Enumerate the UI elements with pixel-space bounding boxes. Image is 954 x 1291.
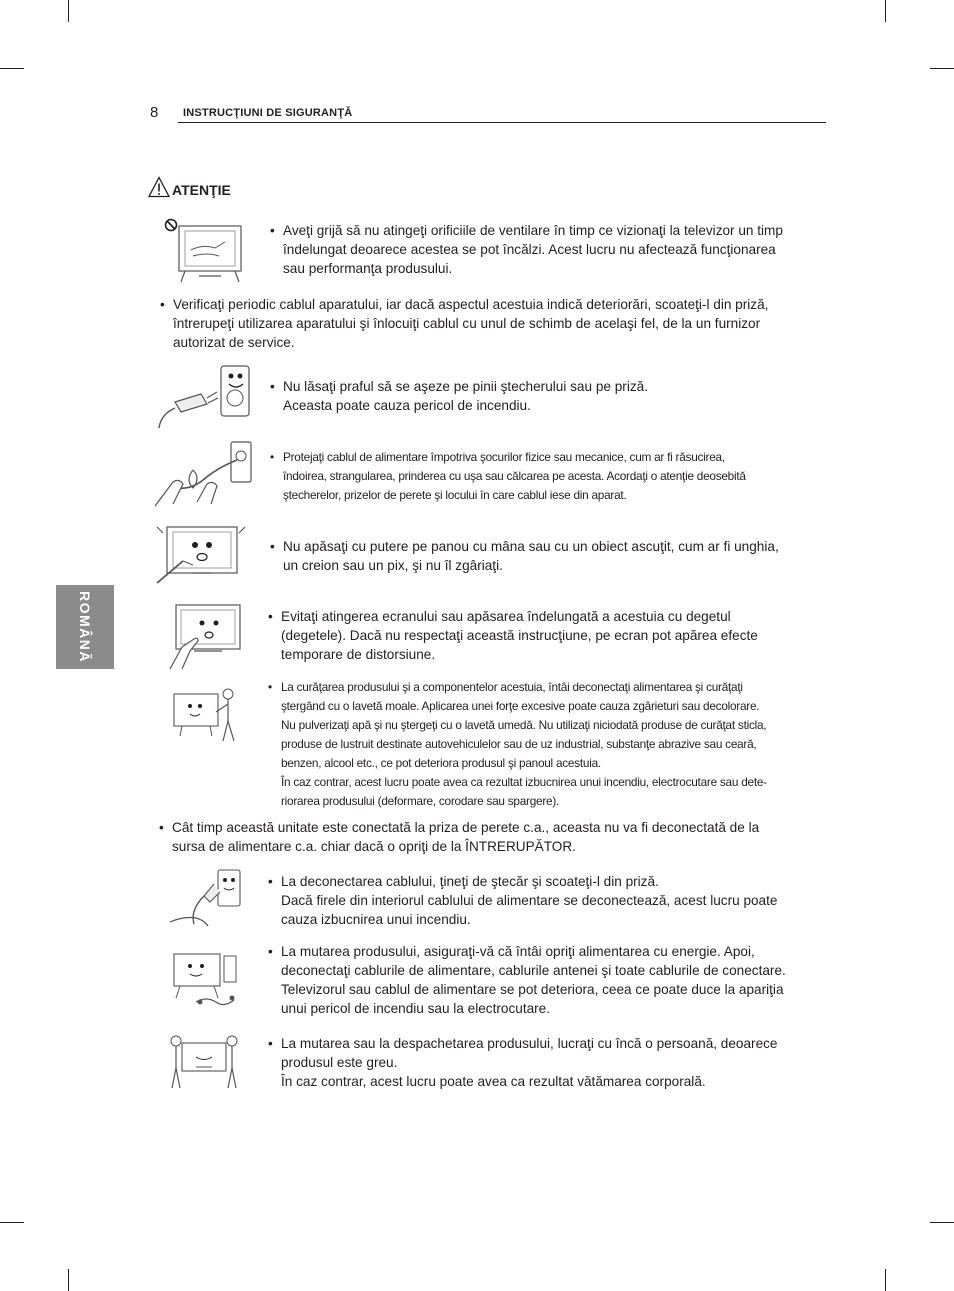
- crop-mark: [0, 68, 24, 69]
- item-line: În caz contrar, acest lucru poate avea ca rezultat vătămarea corporală.: [281, 1074, 706, 1089]
- item-line: Verificaţi periodic cablul aparatului, iar dacă aspectul acestuia indică deteriorări, scoateţi-l din priză,: [173, 297, 769, 312]
- list-item: • La curăţarea produsului şi a componentelor acestuia, întâi deconectaţi alimentarea şi curăţaţi ştergând cu o lavetă moale. Aplicarea unei forţe excesive poate cauza zgârieturi sau decolorare. Nu pulverizaţi apă şi nu ştergeţi cu o lavetă umedă. Nu utilizaţi niciodată produse de curăţat sticla, produse de lustruit destinate autovehiculelor sau de uz industrial, substanţe abrazive sau ceară, benzen, alcool etc., ce pot deteriora produsul şi panoul acestuia. În caz contrar, acest lucru poate avea ca rezultat izbucnirea unui incendiu, electrocutare sau dete- riorarea produsului (deformare, corodare sau spargere).: [268, 678, 834, 811]
- item-line: Evitaţi atingerea ecranului sau apăsarea îndelungată a acestuia cu degetul: [281, 609, 731, 624]
- item-line: La mutarea sau la despachetarea produsului, lucraţi cu încă o persoană, deoarece: [281, 1036, 778, 1051]
- crop-mark: [68, 0, 69, 22]
- disconnect-cables-icon: [166, 946, 246, 1010]
- crop-mark: [68, 1269, 69, 1291]
- list-item: • Verificaţi periodic cablul aparatului, iar dacă aspectul acestuia indică deteriorări, scoateţi-l din priză, întrerupeţi utilizarea aparatului şi înlocuiţi cablul cu unul de schimb de acelaşi fel, de la un furnizor autorizat de service.: [160, 295, 840, 352]
- crop-mark: [885, 0, 886, 22]
- list-item: • Protejaţi cablul de alimentare împotriva şocurilor fizice sau mecanice, cum ar fi răsucirea, îndoirea, strangularea, prinderea cu uşa sau călcarea pe acesta. Acordaţi o atenţie deosebită ştecherelor, prizelor de perete şi locului în care cablul iese din aparat.: [270, 448, 830, 505]
- item-line: Aceasta poate cauza pericol de incendiu.: [283, 398, 531, 413]
- item-line: deconectaţi cablurile de alimentare, cablurile antenei şi toate cablurile de conectare.: [281, 963, 786, 978]
- twisted-cable-icon: [153, 440, 253, 510]
- caution-label: ATENŢIE: [172, 182, 231, 198]
- dusty-plug-icon: [155, 362, 255, 432]
- item-line: (degetele). Dacă nu respectaţi această instrucţiune, pe ecran pot apărea efecte: [281, 628, 758, 643]
- crop-mark: [930, 1222, 954, 1223]
- item-line: întrerupeţi utilizarea aparatului şi înlocuiţi cablul cu unul de schimb de acelaşi fel, de la un furnizor: [173, 316, 761, 331]
- scratched-panel-icon: [153, 521, 249, 589]
- item-line: În caz contrar, acest lucru poate avea ca rezultat izbucnirea unui incendiu, electrocutare sau dete-: [281, 775, 767, 789]
- item-line: Aveţi grijă să nu atingeţi orificiile de ventilare în timp ce vizionaţi la televizor un timp: [283, 223, 783, 238]
- list-item: • Nu apăsaţi cu putere pe panou cu mâna sau cu un obiect ascuţit, cum ar fi unghia, un creion sau un pix, şi nu îl zgâriaţi.: [270, 537, 830, 575]
- list-item: • Cât timp această unitate este conectată la priza de perete c.a., aceasta nu va fi deconectată de la sursa de alimentare c.a. chiar dacă o opriţi de la ÎNTRERUPĂTOR.: [159, 818, 839, 856]
- language-label: ROMÂNĂ: [77, 591, 93, 663]
- item-line: produse de lustruit destinate autovehiculelor sau de uz industrial, substanţe abrazive sau ceară,: [281, 737, 757, 751]
- item-line: sursa de alimentare c.a. chiar dacă o opriţi de la ÎNTRERUPĂTOR.: [172, 839, 576, 854]
- item-line: Dacă firele din interiorul cablului de alimentare se deconectează, acest lucru poate: [281, 893, 778, 908]
- language-side-tab: [56, 585, 114, 669]
- list-item: • Nu lăsaţi praful să se aşeze pe pinii ştecherului sau pe priză. Aceasta poate cauza pericol de incendiu.: [270, 377, 830, 415]
- item-line: benzen, alcool etc., ce pot deteriora produsul şi panoul acestuia.: [281, 756, 601, 770]
- warning-triangle-icon: [148, 176, 170, 198]
- item-line: temporare de distorsiune.: [281, 647, 436, 662]
- item-line: Nu apăsaţi cu putere pe panou cu mâna sau cu un obiect ascuţit, cum ar fi unghia,: [283, 539, 779, 554]
- item-line: La curăţarea produsului şi a componentelor acestuia, întâi deconectaţi alimentarea şi curăţaţi: [281, 680, 743, 694]
- finger-press-screen-icon: [166, 599, 246, 671]
- list-item: • La mutarea produsului, asiguraţi-vă că întâi opriţi alimentarea cu energie. Apoi, deconectaţi cablurile de alimentare, cablurile antenei şi toate cablurile de conectare. Televizorul sau cablul de alimentare se pot deteriora, ceea ce poate duce la apariţia unui pericol de incendiu sau la electrocutare.: [268, 942, 828, 1018]
- item-line: La mutarea produsului, asiguraţi-vă că întâi opriţi alimentarea cu energie. Apoi,: [281, 944, 755, 959]
- crop-mark: [0, 1222, 24, 1223]
- item-line: produsul este greu.: [281, 1055, 398, 1070]
- item-line: un creion sau un pix, şi nu îl zgâriaţi.: [283, 558, 503, 573]
- header-rule: [178, 122, 826, 123]
- unplug-by-plug-icon: [168, 866, 244, 930]
- page-number: 8: [150, 104, 159, 121]
- item-line: ştergând cu o lavetă moale. Aplicarea unei forţe excesive poate cauza zgârieturi sau decolorare.: [281, 699, 760, 713]
- item-line: Televizorul sau cablul de alimentare se pot deteriora, ceea ce poate duce la apariţia: [281, 982, 784, 997]
- list-item: • La mutarea sau la despachetarea produsului, lucraţi cu încă o persoană, deoarece produsul este greu. În caz contrar, acest lucru poate avea ca rezultat vătămarea corporală.: [268, 1034, 828, 1091]
- item-line: riorarea produsului (deformare, corodare sau spargere).: [281, 794, 560, 808]
- item-line: Cât timp această unitate este conectată la priza de perete c.a., aceasta nu va fi deconectată de la: [172, 820, 760, 835]
- item-line: Protejaţi cablul de alimentare împotriva şocurilor fizice sau mecanice, cum ar fi răsucirea,: [283, 450, 725, 464]
- item-line: sau performanţa produsului.: [283, 261, 453, 276]
- item-line: îndelungat deoarece acestea se pot încălzi. Acest lucru nu afectează funcţionarea: [283, 242, 776, 257]
- crop-mark: [885, 1269, 886, 1291]
- item-line: autorizat de service.: [173, 335, 295, 350]
- section-title: INSTRUCŢIUNI DE SIGURANŢĂ: [183, 107, 353, 119]
- list-item: • Evitaţi atingerea ecranului sau apăsarea îndelungată a acestuia cu degetul (degetele). Dacă nu respectaţi această instrucţiune, pe ecran pot apărea efecte temporare de distorsiune.: [268, 607, 828, 664]
- no-touch-vent-icon: [163, 216, 247, 286]
- item-line: Nu pulverizaţi apă şi nu ştergeţi cu o lavetă umedă. Nu utilizaţi niciodată produse de curăţat sticla,: [281, 718, 767, 732]
- item-line: cauza izbucnirea unui incendiu.: [281, 912, 471, 927]
- item-line: Nu lăsaţi praful să se aşeze pe pinii ştecherului sau pe priză.: [283, 379, 648, 394]
- item-line: îndoirea, strangularea, prinderea cu uşa sau călcarea pe acesta. Acordaţi o atenţie deosebită: [283, 469, 746, 483]
- list-item: • Aveţi grijă să nu atingeţi orificiile de ventilare în timp ce vizionaţi la televizor un timp îndelungat deoarece acestea se pot încălzi. Acest lucru nu afectează funcţionarea sau performanţa produsului.: [270, 221, 830, 278]
- item-line: La deconectarea cablului, ţineţi de ştecăr şi scoateţi-l din priză.: [281, 874, 659, 889]
- item-line: ştecherelor, prizelor de perete şi locului în care cablul iese din aparat.: [283, 488, 627, 502]
- crop-mark: [930, 68, 954, 69]
- list-item: • La deconectarea cablului, ţineţi de ştecăr şi scoateţi-l din priză. Dacă firele din interiorul cablului de alimentare se deconectează, acest lucru poate cauza izbucnirea unui incendiu.: [268, 872, 828, 929]
- cleaning-tv-icon: [168, 686, 240, 746]
- item-line: unui pericol de incendiu sau la electrocutare.: [281, 1001, 551, 1016]
- two-person-carry-icon: [166, 1033, 242, 1091]
